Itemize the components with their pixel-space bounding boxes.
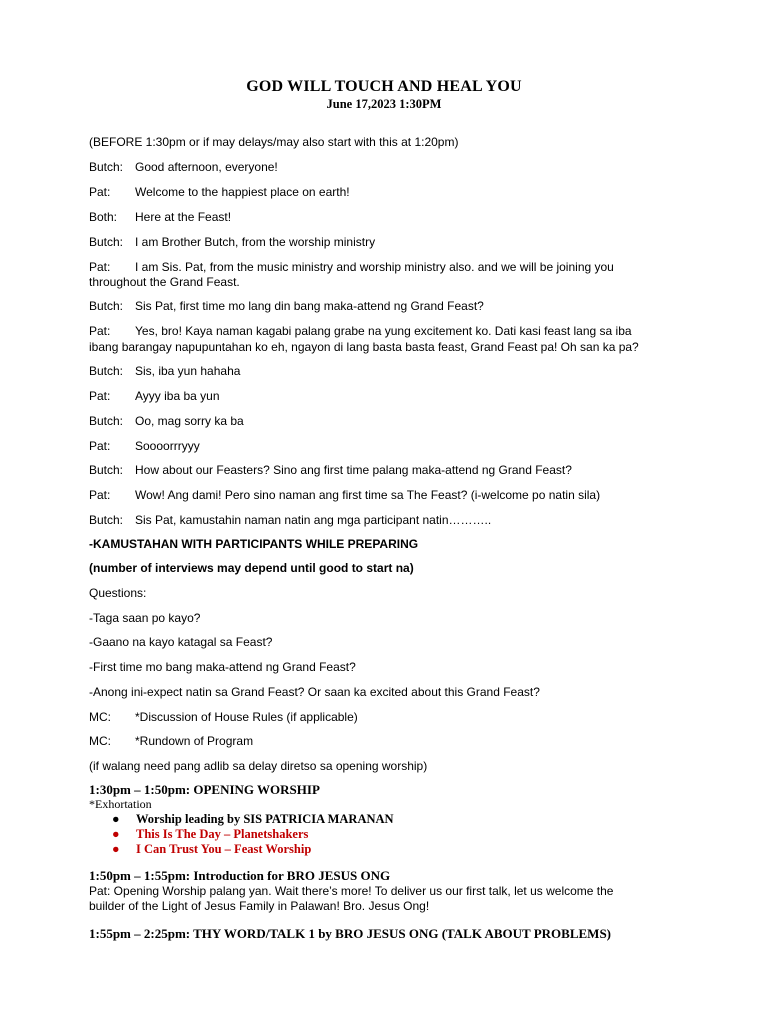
speaker: MC:: [89, 710, 111, 724]
speaker: Butch:: [89, 414, 124, 428]
interviews-note: (number of interviews may depend until good to start na): [89, 561, 414, 575]
dialogue: Good afternoon, everyone!: [135, 160, 278, 174]
dialogue-continuation: ibang barangay napupuntahan ko eh, ngayon di lang basta basta feast, Grand Feast pa! Oh san ka pa?: [89, 340, 639, 354]
speaker: Pat:: [89, 389, 111, 403]
speaker: Pat:: [89, 488, 111, 502]
worship-item: [112, 827, 308, 842]
dialogue: Sis, iba yun hahaha: [135, 364, 241, 378]
exhortation-note: *Exhortation: [89, 797, 152, 811]
speaker: Both:: [89, 210, 118, 224]
script-line: [89, 364, 689, 379]
kamustahan-heading: -KAMUSTAHAN WITH PARTICIPANTS WHILE PREPARING: [89, 537, 419, 551]
mc-line: [89, 734, 689, 749]
introduction-text: Pat: Opening Worship palang yan. Wait there’s more! To deliver us our first talk, let us welcome the: [89, 884, 614, 898]
dialogue: Welcome to the happiest place on earth!: [135, 185, 350, 199]
worship-item: [112, 812, 394, 827]
document-date: June 17,2023 1:30PM: [326, 97, 442, 111]
document-title: GOD WILL TOUCH AND HEAL YOU: [246, 78, 522, 95]
adlib-note: (if walang need pang adlib sa delay diretso sa opening worship): [89, 759, 428, 773]
speaker: Pat:: [89, 324, 111, 338]
bullet-icon: ●: [112, 827, 120, 841]
dialogue: I am Brother Butch, from the worship ministry: [135, 235, 376, 249]
script-line: [89, 299, 689, 314]
dialogue: Sis Pat, first time mo lang din bang maka-attend ng Grand Feast?: [135, 299, 484, 313]
introduction-heading: 1:50pm – 1:55pm: Introduction for BRO JESUS ONG: [89, 868, 391, 883]
worship-item-text: This Is The Day – Planetshakers: [136, 827, 309, 841]
speaker: Butch:: [89, 513, 124, 527]
question-item: -Gaano na kayo katagal sa Feast?: [89, 635, 273, 649]
bullet-icon: ●: [112, 842, 120, 856]
script-line: [89, 414, 689, 429]
dialogue: Wow! Ang dami! Pero sino naman ang first time sa The Feast? (i-welcome po natin sila): [135, 488, 601, 502]
script-line: [89, 160, 689, 175]
speaker: Pat:: [89, 185, 111, 199]
speaker: Butch:: [89, 463, 124, 477]
introduction-text-continuation: builder of the Light of Jesus Family in Palawan! Bro. Jesus Ong!: [89, 899, 430, 913]
dialogue: Oo, mag sorry ka ba: [135, 414, 244, 428]
worship-item: [112, 842, 311, 857]
speaker: Butch:: [89, 160, 124, 174]
speaker: Butch:: [89, 364, 124, 378]
bullet-icon: ●: [112, 812, 120, 826]
question-item: -Anong ini-expect natin sa Grand Feast? Or saan ka excited about this Grand Feast?: [89, 685, 540, 699]
dialogue: Soooorrryyy: [135, 439, 200, 453]
dialogue: Sis Pat, kamustahin naman natin ang mga participant natin………..: [135, 513, 492, 527]
speaker: Butch:: [89, 299, 124, 313]
script-line: [89, 324, 689, 339]
dialogue-continuation: throughout the Grand Feast.: [89, 275, 240, 289]
script-line: [89, 260, 689, 275]
dialogue: Here at the Feast!: [135, 210, 232, 224]
dialogue: *Rundown of Program: [135, 734, 254, 748]
worship-item-text: Worship leading by SIS PATRICIA MARANAN: [136, 812, 394, 826]
dialogue: Ayyy iba ba yun: [135, 389, 220, 403]
talk-heading: 1:55pm – 2:25pm: THY WORD/TALK 1 by BRO JESUS ONG (TALK ABOUT PROBLEMS): [89, 926, 611, 941]
speaker: Pat:: [89, 439, 111, 453]
script-line: [89, 185, 689, 200]
speaker: MC:: [89, 734, 111, 748]
script-line: [89, 235, 689, 250]
script-line: [89, 513, 689, 528]
script-line: [89, 488, 689, 503]
script-line: [89, 389, 689, 404]
dialogue: Yes, bro! Kaya naman kagabi palang grabe na yung excitement ko. Dati kasi feast lang sa iba: [135, 324, 632, 338]
opening-worship-heading: 1:30pm – 1:50pm: OPENING WORSHIP: [89, 782, 320, 797]
script-line: [89, 463, 689, 478]
speaker: Pat:: [89, 260, 111, 274]
speaker: Butch:: [89, 235, 124, 249]
script-line: [89, 439, 689, 454]
worship-item-text: I Can Trust You – Feast Worship: [136, 842, 312, 856]
questions-label: Questions:: [89, 586, 147, 600]
question-item: -First time mo bang maka-attend ng Grand Feast?: [89, 660, 356, 674]
dialogue: *Discussion of House Rules (if applicable): [135, 710, 358, 724]
question-item: -Taga saan po kayo?: [89, 611, 201, 625]
before-note: (BEFORE 1:30pm or if may delays/may also start with this at 1:20pm): [89, 135, 459, 149]
mc-line: [89, 710, 689, 725]
dialogue: How about our Feasters? Sino ang first time palang maka-attend ng Grand Feast?: [135, 463, 572, 477]
dialogue: I am Sis. Pat, from the music ministry and worship ministry also. and we will be joining you: [135, 260, 614, 274]
script-line: [89, 210, 689, 225]
